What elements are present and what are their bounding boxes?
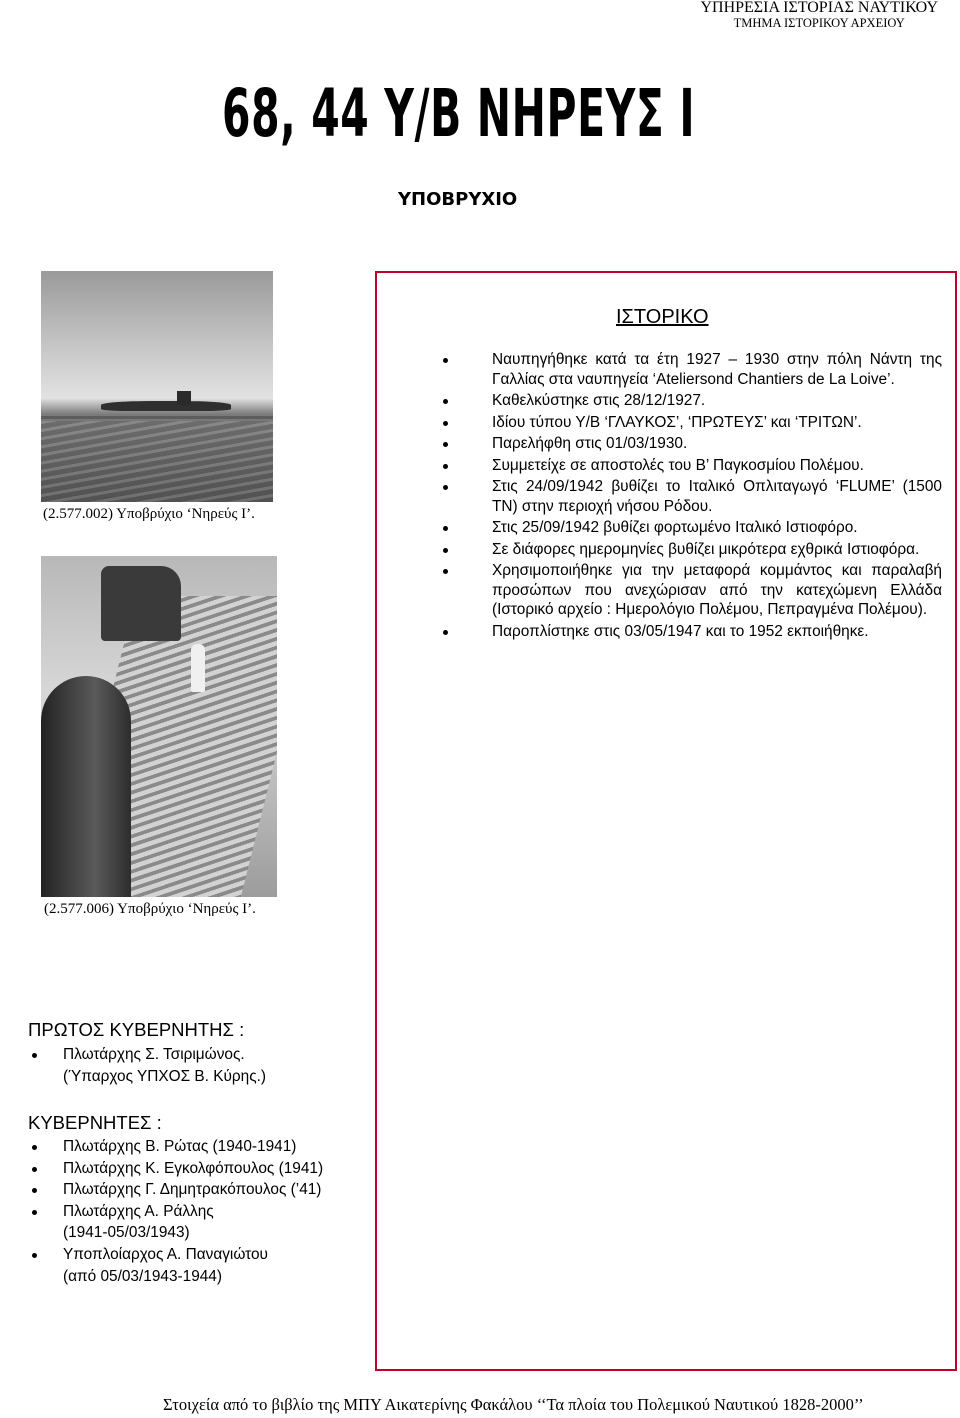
history-list xyxy=(438,350,942,643)
submarine-photo-1 xyxy=(41,271,273,502)
submarine-hull xyxy=(101,401,231,411)
history-item: Χρησιμοποιήθηκε για την μεταφορά κομμάντος και παραλαβή προσώπων που ανεχώρισαν από την κατεχώμενη Ελλάδα (Ιστορικό αρχείο : Ημερολόγιο Πολέμου, Πεπραγμένα Πολέμου). xyxy=(438,561,942,620)
conning-tower xyxy=(177,391,191,405)
commander-item: Πλωτάρχης Α. Ράλλης xyxy=(56,1202,368,1222)
submarine-photo-2 xyxy=(41,556,277,897)
commander-term: (1941-05/03/1943) xyxy=(63,1224,190,1242)
first-commander-name: Πλωτάρχης Σ. Τσιριμώνος. xyxy=(56,1045,368,1065)
history-item: Ναυπηγήθηκε κατά τα έτη 1927 – 1930 στην πόλη Νάντη της Γαλλίας στα ναυπηγεία ‘Ateliersond Chantiers de La Loive’. xyxy=(438,350,942,389)
commanders-list xyxy=(28,1137,368,1288)
first-commander-list xyxy=(28,1045,368,1088)
history-item: Στις 25/09/1942 βυθίζει φορτωμένο Ιταλικό Ιστιοφόρο. xyxy=(438,518,942,538)
first-commander-heading: ΠΡΩΤΟΣ ΚΥΒΕΡΝΗΤΗΣ : xyxy=(28,1019,245,1040)
history-item: Παρελήφθη στις 01/03/1930. xyxy=(438,434,942,454)
history-item: Συμμετείχε σε αποστολές του Β’ Παγκοσμίου Πολέμου. xyxy=(438,456,942,476)
photo-caption-1: (2.577.002) Υποβρύχιο ‘Νηρεύς Ι’. xyxy=(43,506,255,522)
history-item: Στις 24/09/1942 βυθίζει το Ιταλικό Οπλιταγωγό ‘FLUME’ (1500 ΤΝ) στην περιοχή νήσου Ρόδου. xyxy=(438,477,942,516)
history-title: ΙΣΤΟΡΙΚΟ xyxy=(616,306,709,328)
conning-tower xyxy=(101,566,181,641)
photo-caption-2: (2.577.006) Υποβρύχιο ‘Νηρεύς Ι’. xyxy=(44,901,256,917)
commander-item: Πλωτάρχης Β. Ρώτας (1940-1941) xyxy=(56,1137,368,1157)
commander-term: (από 05/03/1943-1944) xyxy=(63,1267,222,1285)
org-department: ΤΜΗΜΑ ΙΣΤΟΡΙΚΟΥ ΑΡΧΕΙΟΥ xyxy=(733,15,905,30)
history-item: Παροπλίστηκε στις 03/05/1947 και το 1952 εκποιήθηκε. xyxy=(438,622,942,642)
organization-header xyxy=(700,0,938,30)
history-item: Σε διάφορες ημερομηνίες βυθίζει μικρότερα εχθρικά Ιστιοφόρα. xyxy=(438,540,942,560)
page-subtitle: ΥΠΟΒΡΥΧΙΟ xyxy=(398,189,518,210)
commanders-heading: ΚΥΒΕΡΝΗΤΕΣ : xyxy=(28,1112,162,1133)
source-footer: Στοιχεία από το βιβλίο της ΜΠΥ Αικατερίνης Φακάλου ‘‘Τα πλοία του Πολεμικού Ναυτικού 1828-2000’’ xyxy=(163,1395,864,1414)
commander-item: Πλωτάρχης Κ. Εγκολφόπουλος (1941) xyxy=(56,1159,368,1179)
page-title: 68, 44 Υ/Β ΝΗΡΕΥΣ Ι xyxy=(222,75,696,152)
commander-item: Πλωτάρχης Γ. Δημητρακόπουλος (’41) xyxy=(56,1180,368,1200)
adjacent-hull xyxy=(41,676,131,897)
history-item: Ιδίου τύπου Υ/Β ‘ΓΛΑΥΚΟΣ’, ‘ΠΡΩΤΕΥΣ’ και ‘ΤΡΙΤΩΝ’. xyxy=(438,413,942,433)
first-commander-note: (Ύπαρχος ΥΠΧΟΣ Β. Κύρης.) xyxy=(63,1067,267,1085)
sea-waves xyxy=(41,421,273,502)
org-name: ΥΠΗΡΕΣΙΑ ΙΣΤΟΡΙΑΣ ΝΑΥΤΙΚΟΥ xyxy=(700,0,938,16)
history-item: Καθελκύστηκε στις 28/12/1927. xyxy=(438,391,942,411)
sailor-figure xyxy=(191,644,205,692)
commander-item: Υποπλοίαρχος Α. Παναγιώτου xyxy=(56,1245,368,1265)
horizon-line xyxy=(41,416,273,419)
